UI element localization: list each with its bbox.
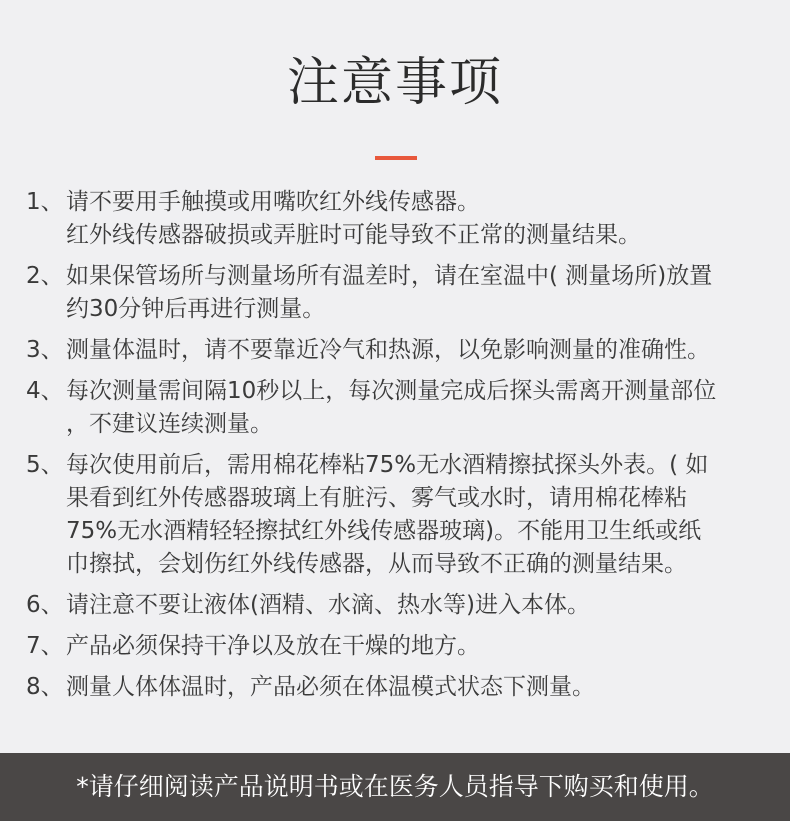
- note-number: 6、: [26, 592, 64, 618]
- note-text-line: 请不要用手触摸或用嘴吹红外线传感器。: [66, 189, 480, 215]
- note-text: [66, 375, 771, 441]
- notes-list: [26, 186, 771, 712]
- note-number: 3、: [26, 337, 64, 363]
- note-text: [66, 334, 771, 367]
- note-item: [26, 630, 771, 663]
- note-item: [26, 671, 771, 704]
- note-text-line: 如果保管场所与测量场所有温差时，请在室温中( 测量场所)放置: [66, 263, 713, 289]
- note-item: [26, 449, 771, 581]
- note-text: [66, 260, 771, 326]
- note-text-line: 果看到红外传感器玻璃上有脏污、雾气或水时，请用棉花棒粘: [66, 485, 687, 511]
- page-title: 注意事项: [286, 53, 503, 113]
- note-text-line: 测量人体体温时，产品必须在体温模式状态下测量。: [66, 674, 595, 700]
- note-number: 7、: [26, 633, 64, 659]
- note-text: [66, 186, 771, 252]
- note-text-line: 巾擦拭，会划伤红外线传感器，从而导致不正确的测量结果。: [66, 551, 687, 577]
- note-text-line: 每次使用前后，需用棉花棒粘75%无水酒精擦拭探头外表。( 如: [66, 452, 709, 478]
- note-text-line: 产品必须保持干净以及放在干燥的地方。: [66, 633, 480, 659]
- note-text-line: 每次测量需间隔10秒以上，每次测量完成后探头需离开测量部位: [66, 378, 717, 404]
- note-item: [26, 334, 771, 367]
- note-text-line: 请注意不要让液体(酒精、水滴、热水等)进入本体。: [66, 592, 590, 618]
- note-text: [66, 630, 771, 663]
- note-text: [66, 671, 771, 704]
- note-item: [26, 375, 771, 441]
- note-text-line: ，不建议连续测量。: [66, 411, 273, 437]
- title-accent-divider: [375, 156, 417, 160]
- note-text-line: 约30分钟后再进行测量。: [66, 296, 326, 322]
- note-text-line: 75%无水酒精轻轻擦拭红外线传感器玻璃)。不能用卫生纸或纸: [66, 518, 702, 544]
- note-number: 5、: [26, 452, 64, 478]
- note-text: [66, 449, 771, 581]
- note-number: 4、: [26, 378, 64, 404]
- footer-disclaimer: *请仔细阅读产品说明书或在医务人员指导下购买和使用。: [0, 753, 790, 821]
- note-text: [66, 589, 771, 622]
- note-item: [26, 260, 771, 326]
- note-item: [26, 589, 771, 622]
- note-item: [26, 186, 771, 252]
- note-number: 8、: [26, 674, 64, 700]
- note-text-line: 红外线传感器破损或弄脏时可能导致不正常的测量结果。: [66, 222, 641, 248]
- note-number: 2、: [26, 263, 64, 289]
- note-text-line: 测量体温时，请不要靠近冷气和热源，以免影响测量的准确性。: [66, 337, 710, 363]
- note-number: 1、: [26, 189, 64, 215]
